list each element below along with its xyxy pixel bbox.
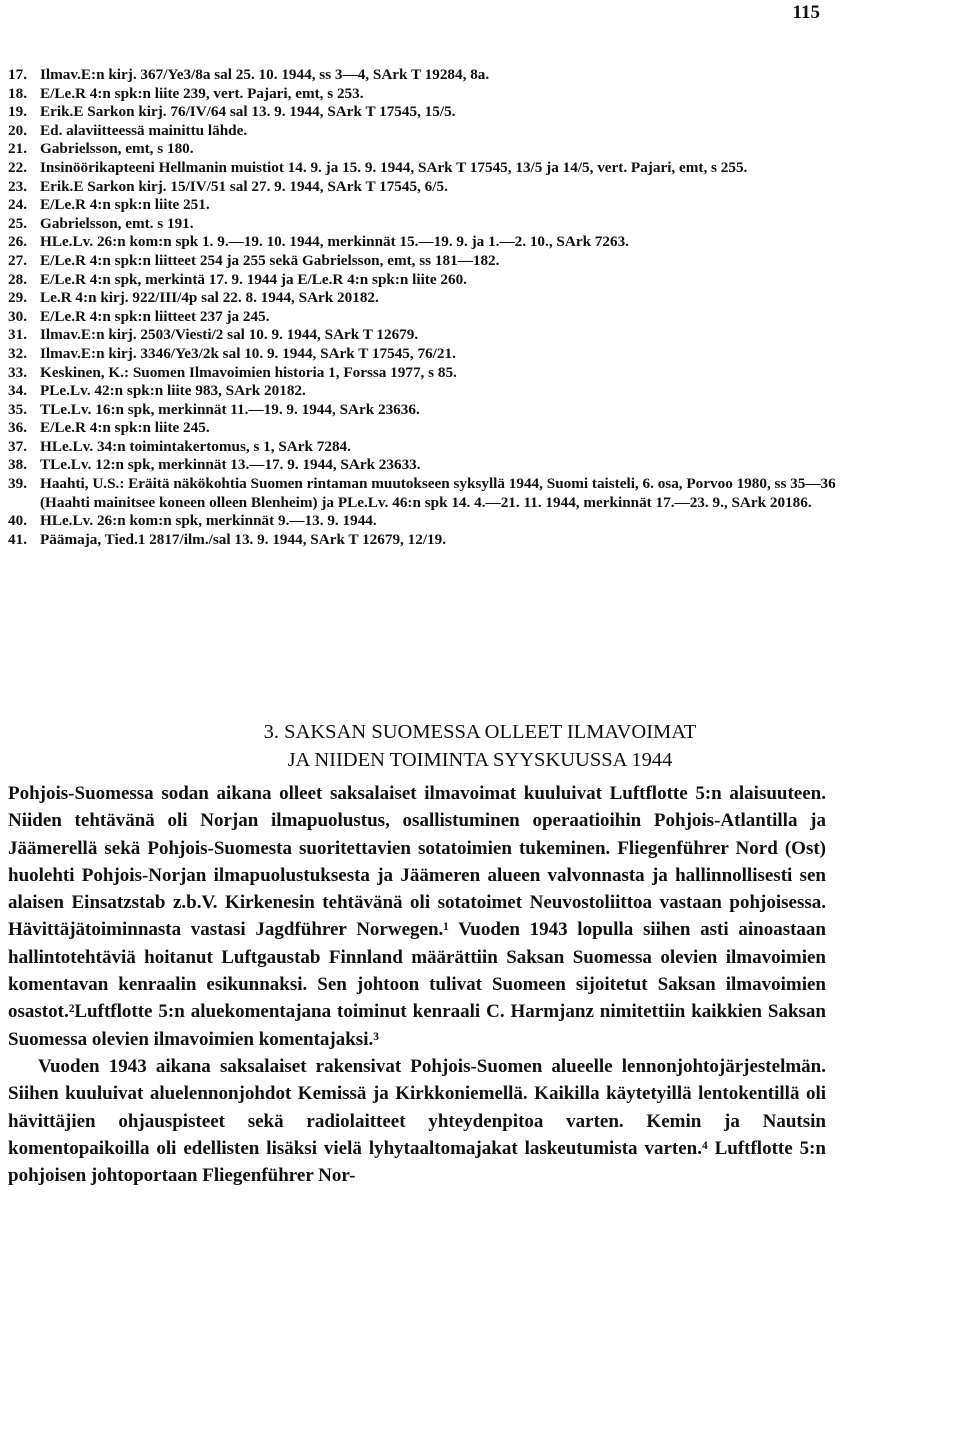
endnote-text: HLe.Lv. 26:n kom:n spk, merkinnät 9.—13. 9. 1944.	[40, 512, 377, 530]
endnote-number: 40.	[8, 512, 27, 530]
endnote-text: TLe.Lv. 12:n spk, merkinnät 13.—17. 9. 1944, SArk 23633.	[40, 456, 421, 474]
endnote-29	[8, 289, 838, 308]
endnote-36	[8, 419, 838, 438]
endnote-number: 26.	[8, 233, 27, 251]
endnote-number: 23.	[8, 177, 27, 195]
endnote-number: 32.	[8, 344, 27, 362]
endnote-27	[8, 252, 838, 271]
endnote-text: HLe.Lv. 26:n kom:n spk 1. 9.—19. 10. 1944, merkinnät 15.—19. 9. ja 1.—2. 10., SArk 7263.	[40, 233, 629, 251]
endnote-text: Ilmav.E:n kirj. 367/Ye3/8a sal 25. 10. 1944, ss 3—4, SArk T 19284, 8a.	[40, 66, 490, 83]
endnote-number: 37.	[8, 437, 27, 455]
endnote-21	[8, 140, 838, 159]
endnote-number: 19.	[8, 103, 27, 121]
endnote-number: 20.	[8, 121, 27, 139]
page-number: 115	[792, 2, 820, 23]
endnote-33	[8, 364, 838, 383]
endnote-number: 27.	[8, 251, 27, 269]
endnote-text: Le.R 4:n kirj. 922/III/4p sal 22. 8. 1944, SArk 20182.	[40, 289, 379, 307]
section-heading-line-1: 3. SAKSAN SUOMESSA OLLEET ILMAVOIMAT	[263, 721, 697, 743]
endnotes-list	[8, 66, 838, 549]
endnote-37	[8, 438, 838, 457]
endnote-35	[8, 401, 838, 420]
endnote-31	[8, 326, 838, 345]
endnote-40	[8, 512, 838, 531]
endnote-23	[8, 178, 838, 197]
endnote-number: 31.	[8, 326, 27, 344]
endnote-text: Ilmav.E:n kirj. 2503/Viesti/2 sal 10. 9. 1944, SArk T 12679.	[40, 326, 419, 344]
endnote-number: 22.	[8, 158, 27, 176]
endnote-number: 21.	[8, 140, 27, 158]
endnote-text: E/Le.R 4:n spk:n liitteet 237 ja 245.	[40, 307, 270, 325]
endnote-17	[8, 66, 838, 85]
endnote-text: Erik.E Sarkon kirj. 76/IV/64 sal 13. 9. 1944, SArk T 17545, 15/5.	[40, 103, 456, 121]
body-paragraph-2: Vuoden 1943 aikana saksalaiset rakensivat Pohjois-Suomen alueelle lennonjohtojärjestelmän. Siihen kuuluivat aluelennonjohdot Kemissä ja Kirkkoniemellä. Kaikilla käytetyillä lentokentillä oli hävittäjien ohjauspisteet sekä radiolaitteet yhteydenpitoa varten. Kemin ja Nautsin komentopaikoilla oli edellisten lisäksi vielä lyhytaaltomajakat laskeutumista varten.⁴ Luftflotte 5:n pohjoisen johtoportaan Fliegenführer Nor-	[8, 1055, 826, 1187]
endnote-text: TLe.Lv. 16:n spk, merkinnät 11.—19. 9. 1944, SArk 23636.	[40, 400, 420, 418]
endnote-text: Gabrielsson, emt, s 180.	[40, 140, 194, 158]
endnote-41	[8, 531, 838, 550]
endnote-text: HLe.Lv. 34:n toimintakertomus, s 1, SArk 7284.	[40, 437, 351, 455]
endnote-number: 39.	[8, 475, 27, 493]
endnote-38	[8, 456, 838, 475]
endnote-text: Ed. alaviitteessä mainittu lähde.	[40, 121, 248, 139]
body-text	[8, 780, 826, 1189]
endnote-39	[8, 475, 838, 512]
endnote-number: 25.	[8, 214, 27, 232]
endnote-25	[8, 215, 838, 234]
endnote-number: 17.	[8, 66, 27, 83]
endnote-text: Päämaja, Tied.1 2817/ilm./sal 13. 9. 1944, SArk T 12679, 12/19.	[40, 530, 447, 548]
endnote-text: Haahti, U.S.: Eräitä näkökohtia Suomen rintaman muutokseen syksyllä 1944, Suomi taisteli, 6. osa, Porvoo 1980, ss 35—36 (Haahti mainitsee koneen olleen Blenheim) ja PLe.Lv. 46:n spk 14. 4.—21. 11. 1944, merkinnät 17.—23. 9., SArk 20186.	[40, 475, 836, 511]
endnote-number: 34.	[8, 382, 27, 400]
endnote-number: 24.	[8, 196, 27, 214]
endnote-34	[8, 382, 838, 401]
endnote-22	[8, 159, 838, 178]
endnote-number: 36.	[8, 419, 27, 437]
endnote-24	[8, 196, 838, 215]
endnote-text: Keskinen, K.: Suomen Ilmavoimien historia 1, Forssa 1977, s 85.	[40, 363, 457, 381]
endnote-text: E/Le.R 4:n spk, merkintä 17. 9. 1944 ja E/Le.R 4:n spk:n liite 260.	[40, 270, 467, 288]
endnote-28	[8, 271, 838, 290]
endnote-19	[8, 103, 838, 122]
endnote-text: Ilmav.E:n kirj. 3346/Ye3/2k sal 10. 9. 1944, SArk T 17545, 76/21.	[40, 344, 456, 362]
endnote-text: Gabrielsson, emt. s 191.	[40, 214, 194, 232]
section-heading-line-2: JA NIIDEN TOIMINTA SYYSKUUSSA 1944	[287, 749, 673, 771]
endnote-text: E/Le.R 4:n spk:n liite 239, vert. Pajari, emt, s 253.	[40, 84, 364, 102]
endnote-18	[8, 85, 838, 104]
endnote-32	[8, 345, 838, 364]
endnote-number: 35.	[8, 400, 27, 418]
endnote-text: E/Le.R 4:n spk:n liite 251.	[40, 196, 210, 214]
endnote-text: PLe.Lv. 42:n spk:n liite 983, SArk 20182.	[40, 382, 306, 400]
endnote-text: E/Le.R 4:n spk:n liitteet 254 ja 255 sekä Gabrielsson, emt, ss 181—182.	[40, 251, 500, 269]
body-paragraph-1: Pohjois-Suomessa sodan aikana olleet saksalaiset ilmavoimat kuuluivat Luftflotte 5:n alaisuuteen. Niiden tehtävänä oli Norjan ilmapuolustus, osallistuminen operaatioihin Pohjois-Atlantilla ja Jäämerellä sekä Pohjois-Suomesta suoritettavien sotatoimien tukeminen. Fliegenführer Nord (Ost) huolehti Pohjois-Norjan ilmapuolustuksesta ja Jäämeren alueen valvonnasta ja hallinnollisesti sen alaisen Einsatzstab z.b.V. Kirkenesin tehtävänä oli sotatoimet Neuvostoliittoa vastaan pohjoisessa. Hävittäjätoiminnasta vastasi Jagdführer Norwegen.¹ Vuoden 1943 lopulla siihen asti ainoastaan hallintotehtäviä hoitanut Luftgaustab Finnland määrättiin Saksan Suomessa olevien ilmavoimien komentavan kenraalin esikunnaksi. Sen johtoon tulivat Suomeen sijoitetut Saksan ilmavoimien osastot.²Luftflotte 5:n aluekomentajana toiminut kenraali C. Harmjanz nimitettiin kaikkien Saksan Suomessa olevien ilmavoimien komentajaksi.³	[8, 783, 826, 1050]
endnote-number: 38.	[8, 456, 27, 474]
endnote-text: Insinöörikapteeni Hellmanin muistiot 14. 9. ja 15. 9. 1944, SArk T 17545, 13/5 ja 14/5, vert. Pajari, emt, s 255.	[40, 158, 748, 176]
endnote-number: 18.	[8, 84, 27, 102]
endnote-30	[8, 308, 838, 327]
endnote-number: 28.	[8, 270, 27, 288]
endnote-number: 29.	[8, 289, 27, 307]
section-heading	[0, 718, 960, 774]
endnote-26	[8, 233, 838, 252]
endnote-20	[8, 122, 838, 141]
endnote-number: 41.	[8, 530, 27, 548]
endnote-number: 30.	[8, 307, 27, 325]
endnote-text: Erik.E Sarkon kirj. 15/IV/51 sal 27. 9. 1944, SArk T 17545, 6/5.	[40, 177, 448, 195]
endnote-text: E/Le.R 4:n spk:n liite 245.	[40, 419, 210, 437]
endnote-number: 33.	[8, 363, 27, 381]
